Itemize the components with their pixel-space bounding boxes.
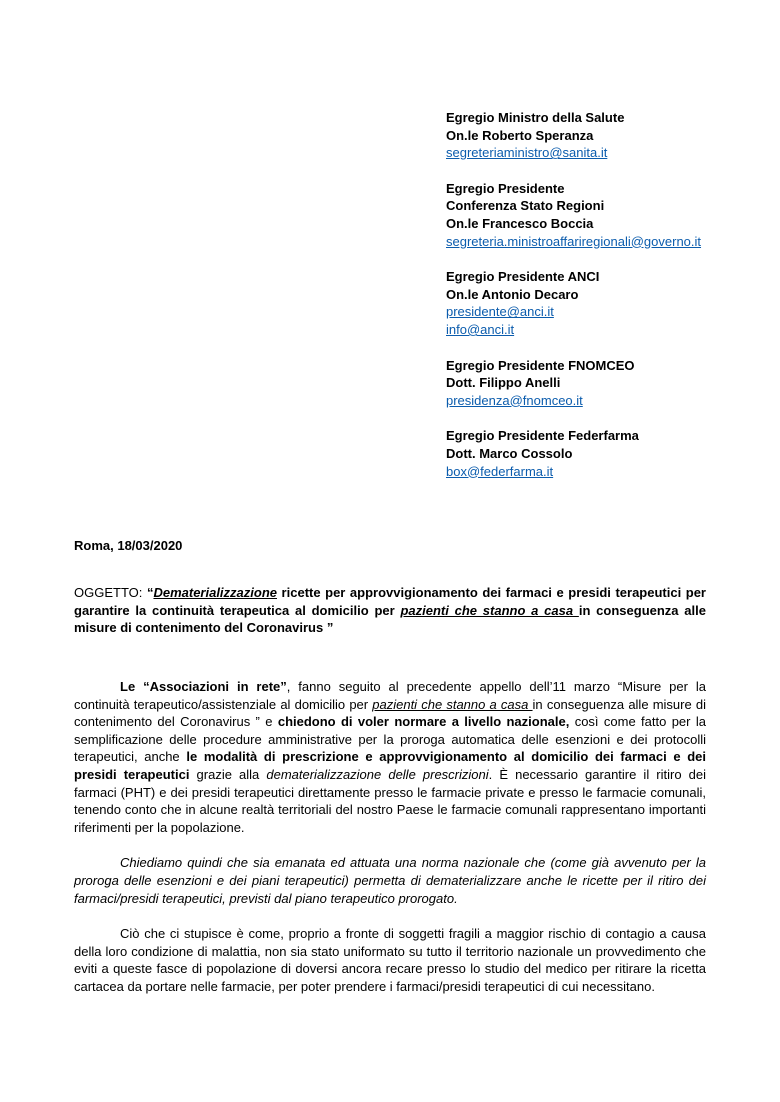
email-link[interactable]: presidente@anci.it bbox=[446, 304, 554, 320]
body-paragraph bbox=[74, 678, 706, 836]
recipient-block bbox=[446, 109, 766, 498]
body-text: . È necessario garantire il ritiro dei farmaci (PHT) e dei presidi terapeutici direttamente presso le farmacie private e presso le farmacie comunali, tenendo conto che in alcune realtà territoriali del nostro Paese le farmacie comunali rappresentano importanti riferimenti per la popolazione. bbox=[74, 766, 707, 835]
recipient-conferenza-stato-regioni bbox=[446, 180, 766, 250]
recipient-line: Egregio Presidente ANCI bbox=[446, 269, 600, 285]
subject-text: ricette per approvvigionamento dei farmaci e presidi terapeutici per garantire la continuità terapeutica al domicilio per bbox=[74, 585, 706, 618]
body-text: in conseguenza alle misure di contenimento del Coronavirus ” e bbox=[74, 696, 706, 730]
recipient-line: Dott. Filippo Anelli bbox=[446, 375, 561, 391]
recipient-fnomceo bbox=[446, 357, 766, 410]
recipient-line: Egregio Presidente Federfarma bbox=[446, 428, 639, 444]
letter-date: Roma, 18/03/2020 bbox=[74, 538, 183, 553]
bold-text: Le “Associazioni in rete” bbox=[120, 679, 287, 694]
body-text: grazie alla bbox=[189, 766, 267, 782]
email-link[interactable]: presidenza@fnomceo.it bbox=[446, 392, 583, 408]
subject-emphasis: Dematerializzazione bbox=[153, 585, 277, 600]
subject-label: OGGETTO: bbox=[74, 585, 143, 600]
bold-text: chiedono di voler normare a livello nazionale, bbox=[277, 714, 570, 730]
recipient-line: On.le Francesco Boccia bbox=[446, 215, 594, 231]
emphasis-text: pazienti che stanno a casa bbox=[372, 696, 533, 712]
body-paragraph: Ciò che ci stupisce è come, proprio a fronte di soggetti fragili a maggior rischio di contagio a causa della loro condizione di malattia, non sia stato uniformato su tutto il territorio nazionale un provvedimento che eviti a queste fasce di popolazione di doversi ancora recare presso lo studio del medico per ritirare la ricetta cartacea da portare nelle farmacie, per poter prendere i farmaci/presidi terapeutici di cui necessitano. bbox=[74, 926, 706, 994]
recipient-minister-health bbox=[446, 109, 766, 162]
recipient-line: On.le Roberto Speranza bbox=[446, 127, 594, 143]
recipient-line: On.le Antonio Decaro bbox=[446, 286, 579, 302]
recipient-line: Dott. Marco Cossolo bbox=[446, 445, 573, 461]
bold-text: le modalità di prescrizione e approvvigionamento al domicilio dei farmaci e dei presidi terapeutici bbox=[74, 749, 707, 782]
letter-subject bbox=[74, 584, 706, 637]
subject-text: in conseguenza alle misure di contenimento del Coronavirus ” bbox=[74, 602, 706, 636]
subject-open-quote: “ bbox=[146, 585, 154, 600]
recipient-federfarma bbox=[446, 427, 766, 480]
email-link[interactable]: segreteria.ministroaffariregionali@governo.it bbox=[446, 233, 702, 249]
italic-text: dematerializzazione delle prescrizioni bbox=[266, 766, 489, 782]
email-link[interactable]: segreteriaministro@sanita.it bbox=[446, 145, 608, 161]
body-text: , fanno seguito al precedente appello dell’11 marzo “Misure per la continuità terapeutico/assistenziale al domicilio per bbox=[74, 679, 706, 712]
recipient-anci bbox=[446, 268, 766, 338]
body-text: così come fatto per la semplificazione delle procedure amministrative per la proroga automatica delle esenzioni e dei protocolli terapeutici, anche bbox=[74, 714, 706, 765]
body-paragraph-italic: Chiediamo quindi che sia emanata ed attuata una norma nazionale che (come già avvenuto per la proroga delle esenzioni e dei piani terapeutici) permetta di dematerializzare anche le ricette per il ritiro dei farmaci/presidi terapeutici, previsti dal piano terapeutico prorogato. bbox=[74, 855, 706, 906]
recipient-line: Egregio Ministro della Salute bbox=[446, 110, 625, 125]
recipient-line: Egregio Presidente bbox=[446, 180, 565, 196]
letter-body bbox=[74, 678, 706, 1014]
email-link[interactable]: info@anci.it bbox=[446, 321, 515, 337]
recipient-line: Conferenza Stato Regioni bbox=[446, 198, 605, 214]
recipient-line: Egregio Presidente FNOMCEO bbox=[446, 357, 635, 373]
subject-emphasis: pazienti che stanno a casa bbox=[400, 602, 579, 618]
email-link[interactable]: box@federfarma.it bbox=[446, 463, 554, 479]
